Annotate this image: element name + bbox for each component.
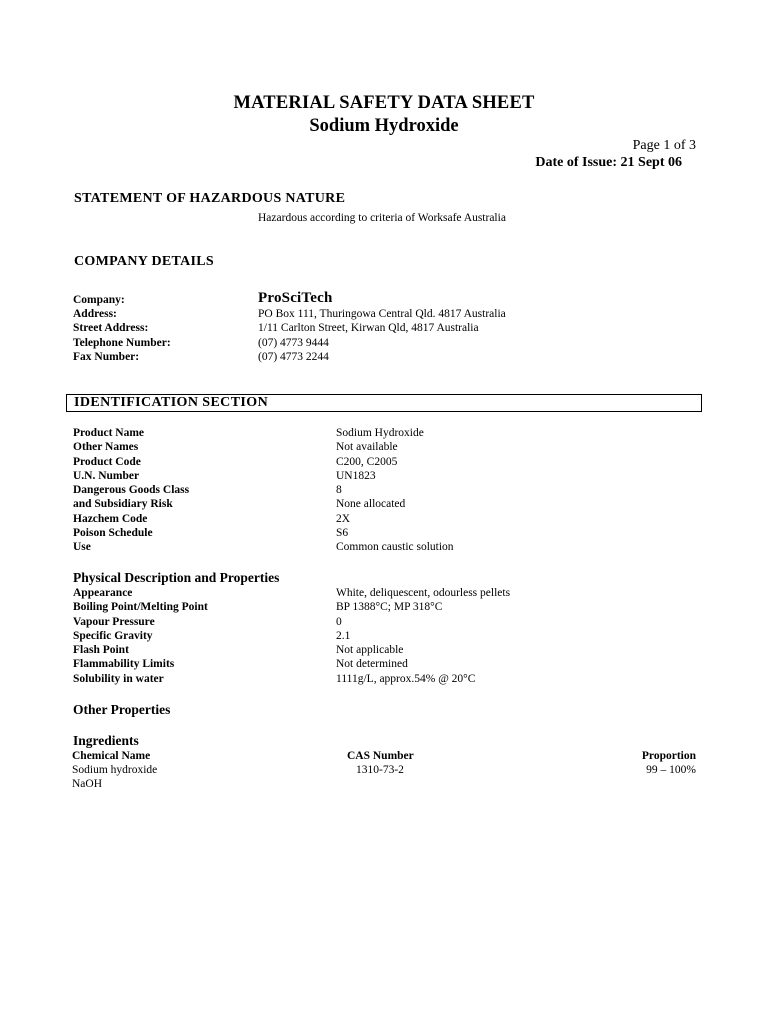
solubility-value: 1111g/L, approx.54% @ 20°C	[336, 672, 476, 685]
ingredients-heading: Ingredients	[73, 733, 139, 748]
hazard-statement: Hazardous according to criteria of Worksafe Australia	[258, 212, 506, 224]
product-name-label: Product Name	[73, 427, 145, 439]
col-cas-number: CAS Number	[347, 750, 414, 762]
ingredient-chemical: Sodium hydroxide	[72, 764, 158, 776]
subsidiary-risk-label: and Subsidiary Risk	[73, 498, 173, 511]
product-name-value: Sodium Hydroxide	[336, 427, 424, 439]
poison-schedule-label: Poison Schedule	[73, 527, 153, 540]
other-properties-heading: Other Properties	[73, 702, 171, 717]
appearance-label: Appearance	[73, 587, 133, 599]
poison-schedule-value: S6	[336, 527, 349, 540]
flash-point-label: Flash Point	[73, 644, 129, 657]
address-label: Address:	[73, 308, 117, 320]
document-subtitle: Sodium Hydroxide	[309, 116, 459, 136]
un-number-label: U.N. Number	[73, 469, 140, 482]
identification-heading: IDENTIFICATION SECTION	[74, 395, 269, 410]
use-label: Use	[73, 541, 91, 554]
vapour-pressure-label: Vapour Pressure	[73, 615, 155, 628]
telephone-value: (07) 4773 9444	[258, 336, 329, 349]
telephone-label: Telephone Number:	[73, 336, 171, 349]
ingredient-proportion: 99 – 100%	[646, 764, 696, 776]
product-code-value: C200, C2005	[336, 455, 398, 468]
col-proportion: Proportion	[641, 750, 696, 762]
use-value: Common caustic solution	[336, 541, 454, 554]
identification-labels	[73, 426, 189, 555]
other-names-label: Other Names	[73, 441, 139, 454]
hazchem-code-label: Hazchem Code	[73, 512, 148, 525]
flash-point-value: Not applicable	[336, 644, 404, 657]
col-chemical-name: Chemical Name	[72, 750, 151, 762]
identification-values	[336, 426, 454, 555]
page-number: Page 1 of 3	[632, 138, 696, 153]
flammability-value: Not determined	[336, 658, 408, 671]
subsidiary-risk-value: None allocated	[336, 498, 406, 511]
ingredient-cas: 1310-73-2	[356, 764, 404, 776]
hazard-heading: STATEMENT OF HAZARDOUS NATURE	[74, 191, 346, 206]
dg-class-label: Dangerous Goods Class	[73, 484, 190, 497]
date-of-issue: Date of Issue: 21 Sept 06	[535, 155, 682, 170]
solubility-label: Solubility in water	[73, 672, 164, 685]
identification-section-box	[66, 394, 702, 412]
other-names-value: Not available	[336, 441, 398, 454]
street-address-value: 1/11 Carlton Street, Kirwan Qld, 4817 Australia	[258, 322, 479, 335]
product-code-label: Product Code	[73, 455, 141, 468]
fax-value: (07) 4773 2244	[258, 350, 329, 363]
boiling-melting-value: BP 1388°C; MP 318°C	[336, 601, 443, 614]
address-value: PO Box 111, Thuringowa Central Qld. 4817 Australia	[258, 308, 506, 320]
company-values	[258, 307, 506, 364]
physical-values	[336, 586, 510, 686]
hazchem-code-value: 2X	[336, 512, 351, 525]
boiling-melting-label: Boiling Point/Melting Point	[73, 601, 208, 614]
specific-gravity-value: 2.1	[336, 629, 351, 642]
fax-label: Fax Number:	[73, 350, 140, 363]
document-title: MATERIAL SAFETY DATA SHEET	[233, 93, 535, 113]
appearance-value: White, deliquescent, odourless pellets	[336, 587, 511, 599]
ingredient-formula: NaOH	[72, 778, 103, 790]
company-heading: COMPANY DETAILS	[74, 254, 214, 269]
physical-heading: Physical Description and Properties	[73, 570, 280, 585]
flammability-label: Flammability Limits	[73, 658, 175, 671]
company-label: Company:	[73, 294, 125, 306]
vapour-pressure-value: 0	[336, 615, 342, 628]
specific-gravity-label: Specific Gravity	[73, 629, 153, 642]
company-name: ProSciTech	[258, 290, 333, 306]
dg-class-value: 8	[336, 484, 342, 497]
un-number-value: UN1823	[336, 469, 376, 482]
physical-labels	[73, 586, 208, 686]
street-address-label: Street Address:	[73, 322, 149, 335]
company-labels	[73, 307, 171, 364]
